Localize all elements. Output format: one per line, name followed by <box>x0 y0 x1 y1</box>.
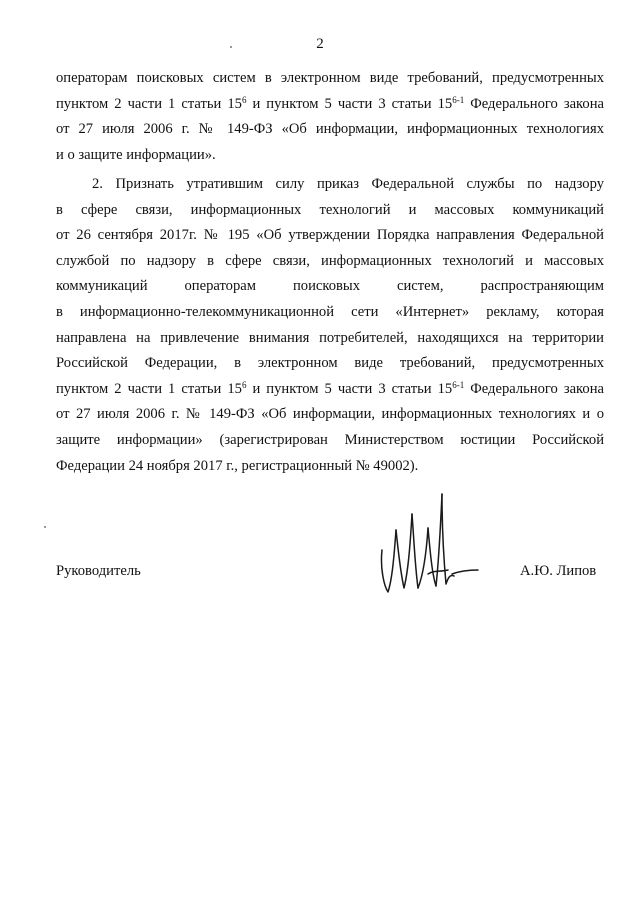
scan-speck <box>230 46 232 48</box>
scan-speck <box>44 526 46 528</box>
text-line: в сфере связи, информационных технологий и массовых коммуникаций <box>56 201 604 218</box>
text-line: защите информации» (зарегистрирован Министерством юстиции Российской <box>56 431 604 448</box>
signatory-title: Руководитель <box>56 563 141 579</box>
text-line: операторам поисковых систем в электронном виде требований, предусмотренных <box>56 70 604 86</box>
text-line: от 26 сентября 2017г. № 195 «Об утверждении Порядка направления Федеральной <box>56 227 604 244</box>
text-line: пунктом 2 части 1 статьи $15^6$ и пунктом 5 части 3 статьи 15$^{6-1}$ Федерального закона <box>56 94 604 112</box>
text-line: Российской Федерации, в электронном виде требований, предусмотренных <box>56 355 604 372</box>
paragraph-2 <box>56 172 604 479</box>
text-line: 2. Признать утратившим силу приказ Федеральной службы по надзору <box>92 176 604 192</box>
text-line: от 27 июля 2006 г. № 149-ФЗ «Об информации, информационных технологиях <box>56 121 604 138</box>
text-line: Федерации 24 ноября 2017 г., регистрационный № 49002). <box>56 457 419 474</box>
text-line: и о защите информации». <box>56 146 216 163</box>
text-line: пунктом 2 части 1 статьи $15^6$ и пунктом 5 части 3 статьи 15$^{6-1}$ Федерального закона <box>56 379 604 397</box>
text-line: от 27 июля 2006 г. № 149-ФЗ «Об информации, информационных технологиях и о <box>56 406 604 423</box>
text-line: службой по надзору в сфере связи, информационных технологий и массовых <box>56 252 604 269</box>
page-number: 2 <box>316 36 324 52</box>
text-line: коммуникаций операторам поисковых систем, распространяющим <box>56 278 604 295</box>
paragraph-1 <box>56 66 604 168</box>
handwritten-signature <box>370 488 485 608</box>
signatory-name: А.Ю. Липов <box>520 563 597 579</box>
text-line: в информационно-телекоммуникационной сети «Интернет» рекламу, которая <box>56 303 604 320</box>
text-line: направлена на привлечение внимания потребителей, находящихся на территории <box>56 329 604 346</box>
